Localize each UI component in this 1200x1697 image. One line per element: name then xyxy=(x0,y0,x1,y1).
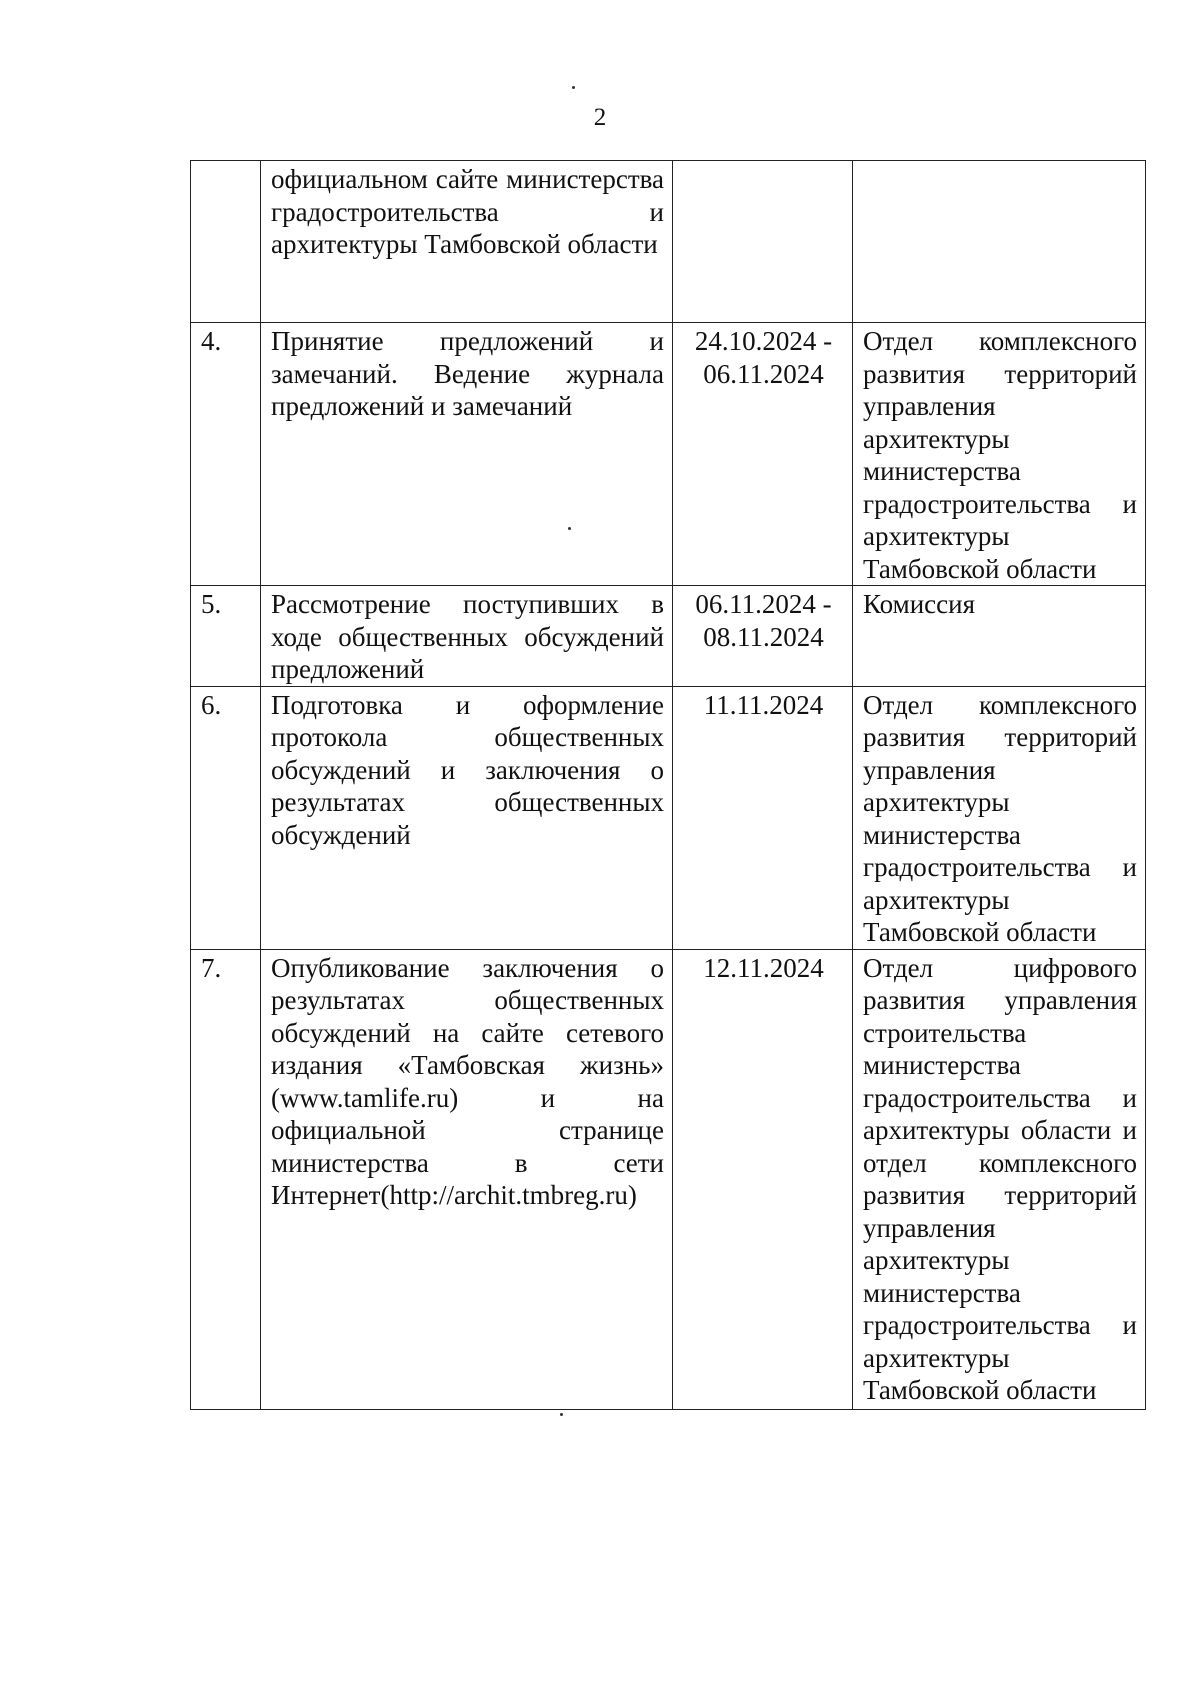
scan-speck xyxy=(560,1413,563,1416)
table-row xyxy=(191,161,1146,323)
row-number xyxy=(191,161,261,323)
responsible-party: Комиссия xyxy=(853,586,1146,687)
task-description: Рассмотрение поступивших в ходе общественных обсуждений предложений xyxy=(261,586,673,687)
task-description: Принятие предложений и замечаний. Ведение журнала предложений и замечаний xyxy=(261,323,673,586)
task-description: Опубликование заключения о результатах общественных обсуждений на сайте сетевого издания «Тамбовская жизнь» (www.tamlife.ru) и на официальной странице министерства в сети Интернет(http://archit.tmbreg.ru) xyxy=(261,949,673,1409)
task-description: Подготовка и оформление протокола общественных обсуждений и заключения о результатах общественных обсуждений xyxy=(261,686,673,949)
responsible-party xyxy=(853,161,1146,323)
task-dates: 06.11.2024 - 08.11.2024 xyxy=(673,586,853,687)
row-number: 5. xyxy=(191,586,261,687)
task-dates: 24.10.2024 - 06.11.2024 xyxy=(673,323,853,586)
task-description: официальном сайте министерства градостроительства и архитектуры Тамбовской области xyxy=(261,161,673,323)
task-dates xyxy=(673,161,853,323)
task-dates: 11.11.2024 xyxy=(673,686,853,949)
responsible-party: Отдел комплексного развития территорий управления архитектуры министерства градостроительства и архитектуры Тамбовской области xyxy=(853,686,1146,949)
responsible-party: Отдел цифрового развития управления строительства министерства градостроительства и архитектуры области и отдел комплексного развития территорий управления архитектуры министерства градостроительства и архитектуры Тамбовской области xyxy=(853,949,1146,1409)
row-number: 6. xyxy=(191,686,261,949)
schedule-table xyxy=(190,160,1146,1410)
page-number: 2 xyxy=(593,104,607,131)
row-number: 4. xyxy=(191,323,261,586)
table-row xyxy=(191,323,1146,586)
scan-speck xyxy=(572,86,575,89)
row-number: 7. xyxy=(191,949,261,1409)
table-row xyxy=(191,686,1146,949)
table-row xyxy=(191,949,1146,1409)
responsible-party: Отдел комплексного развития территорий управления архитектуры министерства градостроительства и архитектуры Тамбовской области xyxy=(853,323,1146,586)
task-dates: 12.11.2024 xyxy=(673,949,853,1409)
table-row xyxy=(191,586,1146,687)
